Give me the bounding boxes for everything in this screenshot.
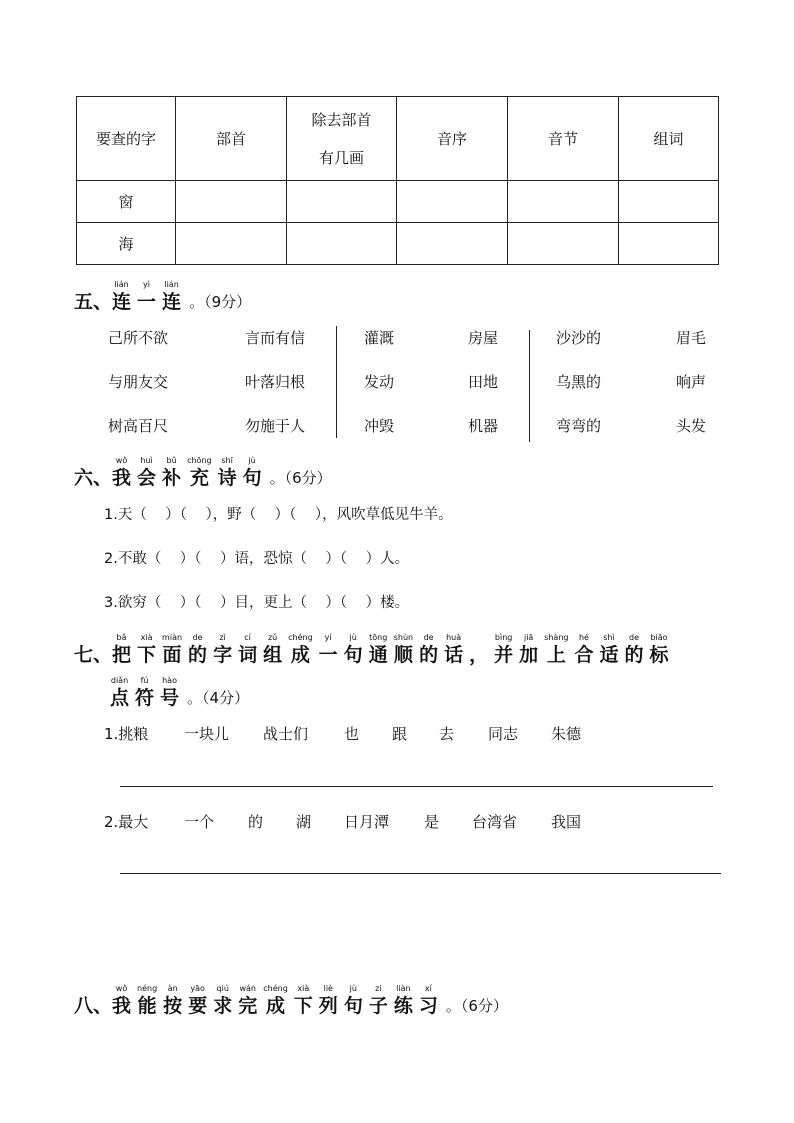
pinyin: de <box>192 633 203 642</box>
hanzi: 面 <box>162 644 182 666</box>
hanzi: 连 <box>112 291 132 313</box>
pinyin: tōng <box>369 633 388 642</box>
hanzi: 成 <box>290 644 310 666</box>
ruby-char <box>319 633 338 667</box>
pinyin: wǒ <box>115 984 128 993</box>
match-item[interactable]: 响声 <box>676 373 707 391</box>
column-divider <box>529 330 530 442</box>
header-cell: 组词 <box>619 97 719 181</box>
word-chip: 同志 <box>488 725 519 743</box>
hanzi: 下 <box>137 644 157 666</box>
pinyin: lián <box>114 280 129 289</box>
ruby-char <box>419 984 438 1018</box>
pinyin: hé <box>578 633 589 642</box>
pinyin: chéng <box>263 984 288 993</box>
ruby-char <box>112 456 131 490</box>
column-divider <box>336 326 337 438</box>
pinyin: zǔ <box>267 633 278 642</box>
ruby-char <box>162 456 181 490</box>
ruby-char <box>288 633 313 667</box>
pinyin: chōng <box>187 456 212 465</box>
match-item[interactable]: 发动 <box>364 373 395 391</box>
hanzi: 练 <box>393 995 413 1017</box>
hanzi: 求 <box>213 995 233 1017</box>
section-score: 。（6分） <box>269 469 332 487</box>
ruby-char <box>187 456 212 490</box>
word-chip: 日月潭 <box>344 813 390 831</box>
ruby-char <box>112 280 131 314</box>
pinyin: de <box>629 633 639 642</box>
hanzi: 符 <box>135 687 155 709</box>
word-chip: 的 <box>248 813 264 831</box>
pinyin: shī <box>221 456 233 465</box>
hanzi: 一 <box>318 644 338 666</box>
pinyin: qiú <box>216 984 229 993</box>
hanzi: 并 <box>494 644 514 666</box>
hanzi: 标 <box>649 644 669 666</box>
answer-cell[interactable] <box>287 223 397 265</box>
match-item[interactable]: 冲毁 <box>364 417 395 435</box>
ruby-char <box>394 633 413 667</box>
hanzi: 句 <box>343 644 363 666</box>
word-chip: 也 <box>344 725 360 743</box>
pinyin: miàn <box>162 633 183 642</box>
hanzi: 词 <box>238 644 258 666</box>
ruby-char <box>344 633 363 667</box>
pinyin: shàng <box>544 633 569 642</box>
ruby-char <box>344 984 363 1018</box>
match-item[interactable]: 房屋 <box>468 329 499 347</box>
pinyin: jù <box>349 633 357 642</box>
word-chip: 一块儿 <box>184 725 230 743</box>
hanzi: 一 <box>137 291 157 313</box>
header-cell: 要查的字 <box>77 97 176 181</box>
hanzi: ， <box>469 644 489 666</box>
pinyin: shùn <box>393 633 414 642</box>
poem-line-1[interactable]: 1.天（ ）（ ），野（ ）（ ），风吹草低见牛羊。 <box>104 507 453 523</box>
ruby-char <box>625 633 644 667</box>
ruby-char <box>238 984 257 1018</box>
hanzi: 下 <box>293 995 313 1017</box>
ruby-char <box>112 633 131 667</box>
hanzi: 完 <box>238 995 258 1017</box>
word-chip: 去 <box>439 725 455 743</box>
match-item[interactable]: 机器 <box>468 417 499 435</box>
ruby-char <box>243 456 262 490</box>
match-item[interactable]: 弯弯的 <box>556 417 602 435</box>
ruby-char <box>110 676 129 710</box>
header-cell-line: 有几画 <box>318 148 364 167</box>
ruby-char <box>213 984 232 1018</box>
ruby-char <box>213 633 232 667</box>
word-chip: 我国 <box>551 813 582 831</box>
hanzi: 诗 <box>217 467 237 489</box>
ruby-char <box>599 633 618 667</box>
section-number: 八、 <box>74 995 113 1017</box>
section-8-heading <box>74 984 508 1018</box>
pinyin: xià <box>140 633 153 642</box>
ruby-char <box>162 280 181 314</box>
hanzi: 充 <box>189 467 209 489</box>
pinyin: wǒ <box>115 456 128 465</box>
word-chip: 台湾省 <box>472 813 518 831</box>
section-score: 。（9分） <box>189 293 252 311</box>
pinyin: wán <box>239 984 256 993</box>
answer-cell[interactable] <box>176 181 287 223</box>
ruby-char <box>319 984 338 1018</box>
hanzi: 组 <box>263 644 283 666</box>
header-cell: 音序 <box>397 97 508 181</box>
ruby-char <box>163 984 182 1018</box>
hanzi: 字 <box>213 644 233 666</box>
header-cell-line: 除去部首 <box>311 110 372 129</box>
hanzi: 合 <box>574 644 594 666</box>
hanzi: 要 <box>188 995 208 1017</box>
word-chip: 是 <box>424 813 440 831</box>
pinyin: chéng <box>288 633 313 642</box>
pinyin: liè <box>323 984 333 993</box>
hanzi: 加 <box>519 644 539 666</box>
word-chip: 湖 <box>296 813 312 831</box>
hanzi: 成 <box>266 995 286 1017</box>
poem-line-3[interactable]: 3.欲穷（ ）（ ）目，更上（ ）（ ）楼。 <box>104 595 410 611</box>
ruby-char <box>574 633 593 667</box>
hanzi: 顺 <box>393 644 413 666</box>
hanzi: 我 <box>112 467 132 489</box>
ruby-char <box>160 676 179 710</box>
pinyin: xí <box>424 984 432 993</box>
pinyin: lián <box>164 280 179 289</box>
word-chip: 一个 <box>184 813 215 831</box>
section-number: 五、 <box>74 291 113 313</box>
hanzi: 会 <box>137 467 157 489</box>
ruby-char <box>137 280 156 314</box>
ruby-char <box>494 633 513 667</box>
ruby-char <box>162 633 182 667</box>
hanzi: 连 <box>162 291 182 313</box>
section-number: 六、 <box>74 467 113 489</box>
ruby-char <box>394 984 413 1018</box>
pinyin: fú <box>140 676 149 685</box>
answer-cell[interactable] <box>397 223 508 265</box>
answer-line-1[interactable] <box>120 786 713 787</box>
match-item[interactable]: 灌溉 <box>364 329 395 347</box>
hanzi: 的 <box>188 644 208 666</box>
ruby-char <box>218 456 237 490</box>
match-item[interactable]: 沙沙的 <box>556 329 602 347</box>
table-header-row <box>77 97 719 181</box>
pinyin: bìng <box>494 633 513 642</box>
section-6-heading <box>74 456 332 490</box>
ruby-char <box>650 633 669 667</box>
header-cell: 部首 <box>176 97 287 181</box>
match-item[interactable]: 言而有信 <box>245 329 306 347</box>
hanzi: 子 <box>368 995 388 1017</box>
word-chip: 2.最大 <box>104 813 149 831</box>
ruby-char <box>137 633 156 667</box>
pinyin: xià <box>297 984 310 993</box>
pinyin: hào <box>162 676 177 685</box>
pinyin: jiā <box>523 633 534 642</box>
section-score: 。（4分） <box>187 689 250 707</box>
pinyin: jù <box>248 456 256 465</box>
pinyin: àn <box>167 984 178 993</box>
pinyin: biāo <box>650 633 668 642</box>
hanzi: 列 <box>318 995 338 1017</box>
word-chip: 朱德 <box>551 725 582 743</box>
pinyin: shì <box>603 633 615 642</box>
ruby-char <box>135 676 154 710</box>
hanzi: 适 <box>599 644 619 666</box>
header-cell: 音节 <box>508 97 619 181</box>
word-chip: 战士们 <box>263 725 309 743</box>
pinyin: yí <box>324 633 332 642</box>
section-5-heading <box>74 280 251 314</box>
ruby-char <box>519 633 538 667</box>
section-7-heading-line-2 <box>110 676 249 710</box>
pinyin: diǎn <box>110 676 129 685</box>
hanzi: 把 <box>112 644 132 666</box>
pinyin: yì <box>143 280 151 289</box>
ruby-char <box>444 633 463 667</box>
header-cell-two-line <box>287 97 397 181</box>
ruby-char <box>544 633 568 667</box>
answer-cell[interactable] <box>287 181 397 223</box>
answer-cell[interactable] <box>619 223 719 265</box>
pinyin: zi <box>375 984 382 993</box>
hanzi: 按 <box>163 995 183 1017</box>
pinyin: huì <box>140 456 153 465</box>
ruby-char <box>419 633 438 667</box>
word-chip: 跟 <box>392 725 408 743</box>
lookup-table <box>76 96 719 265</box>
answer-line-2[interactable] <box>120 873 721 874</box>
match-item[interactable]: 与朋友交 <box>108 373 169 391</box>
answer-cell[interactable] <box>508 223 619 265</box>
answer-cell[interactable] <box>619 181 719 223</box>
hanzi: 号 <box>160 687 180 709</box>
pinyin: huà <box>446 633 462 642</box>
hanzi: 能 <box>137 995 157 1017</box>
answer-cell[interactable] <box>508 181 619 223</box>
hanzi: 的 <box>419 644 439 666</box>
match-item[interactable]: 叶落归根 <box>245 373 306 391</box>
hanzi: 点 <box>110 687 130 709</box>
hanzi: 句 <box>242 467 262 489</box>
pinyin: de <box>423 633 434 642</box>
ruby-char <box>369 984 388 1018</box>
hanzi: 句 <box>343 995 363 1017</box>
ruby-char <box>263 984 288 1018</box>
table-cell: 窗 <box>77 181 176 223</box>
ruby-char <box>469 633 488 667</box>
answer-cell[interactable] <box>397 181 508 223</box>
pinyin: jù <box>349 984 357 993</box>
match-item[interactable]: 己所不欲 <box>108 329 169 347</box>
pinyin: zì <box>219 633 226 642</box>
hanzi: 的 <box>624 644 644 666</box>
table-row <box>77 223 719 265</box>
match-item[interactable]: 田地 <box>468 373 499 391</box>
answer-cell[interactable] <box>176 223 287 265</box>
ruby-char <box>294 984 313 1018</box>
hanzi: 话 <box>444 644 464 666</box>
pinyin: liàn <box>396 984 411 993</box>
hanzi: 上 <box>546 644 566 666</box>
ruby-char <box>369 633 388 667</box>
ruby-char <box>112 984 131 1018</box>
match-item[interactable]: 头发 <box>676 417 707 435</box>
ruby-char <box>137 456 156 490</box>
match-item[interactable]: 乌黑的 <box>556 373 602 391</box>
match-item[interactable]: 树高百尺 <box>108 417 169 435</box>
ruby-char <box>188 984 207 1018</box>
match-item[interactable]: 眉毛 <box>676 329 707 347</box>
match-item[interactable]: 勿施于人 <box>245 417 306 435</box>
pinyin: cí <box>244 633 251 642</box>
table-row <box>77 181 719 223</box>
pinyin: bǎ <box>116 633 127 642</box>
table-cell: 海 <box>77 223 176 265</box>
ruby-char <box>238 633 257 667</box>
hanzi: 我 <box>112 995 132 1017</box>
ruby-char <box>263 633 282 667</box>
pinyin: néng <box>137 984 158 993</box>
section-score: 。（6分） <box>445 997 508 1015</box>
poem-line-2[interactable]: 2.不敢（ ）（ ）语，恐惊（ ）（ ）人。 <box>104 551 410 567</box>
ruby-char <box>137 984 157 1018</box>
hanzi: 习 <box>418 995 438 1017</box>
pinyin: yāo <box>190 984 205 993</box>
word-chip: 1.挑粮 <box>104 725 149 743</box>
ruby-char <box>188 633 207 667</box>
hanzi: 补 <box>162 467 182 489</box>
pinyin: bǔ <box>166 456 177 465</box>
hanzi: 通 <box>368 644 388 666</box>
section-7-heading <box>74 633 675 667</box>
section-number: 七、 <box>74 644 113 666</box>
